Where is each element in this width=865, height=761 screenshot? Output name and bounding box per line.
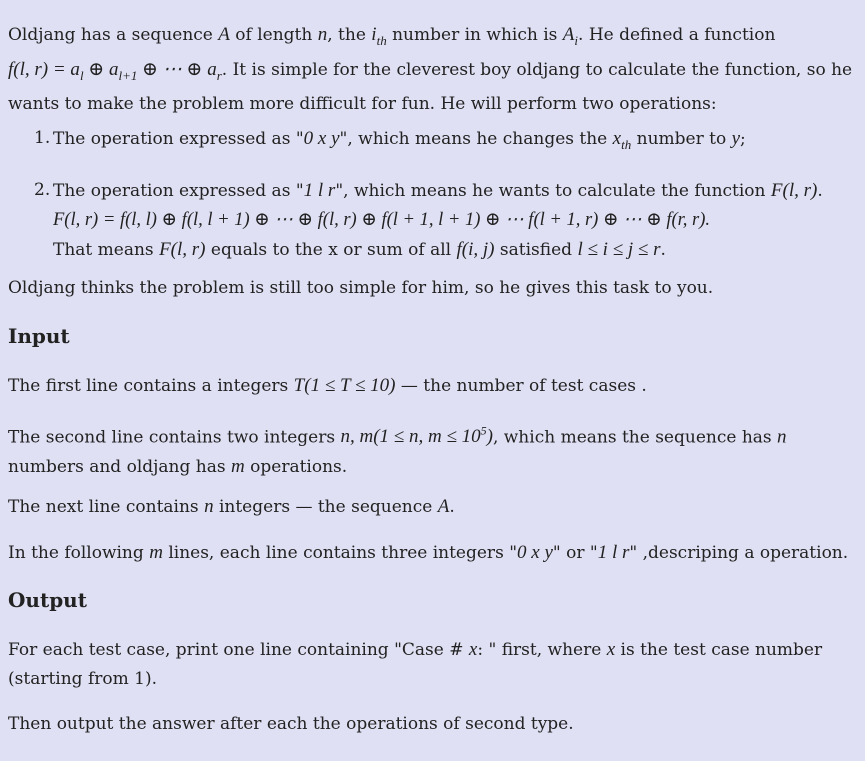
text: That means bbox=[53, 239, 154, 260]
output-heading: Output bbox=[8, 588, 87, 612]
text: The first line contains a integers bbox=[8, 376, 289, 396]
math-sub: l bbox=[79, 67, 84, 83]
text: For each test case, print one line containing "Case # bbox=[8, 640, 464, 660]
text: number in which is bbox=[392, 25, 558, 45]
intro-paragraph bbox=[8, 20, 863, 119]
math-formula: n, m(1 ≤ n, m ≤ 10 bbox=[340, 426, 481, 448]
math-x: x bbox=[606, 639, 616, 660]
output-para-1 bbox=[8, 635, 858, 694]
text: In the following bbox=[8, 543, 144, 563]
output-para-1-line-2: (starting from 1). bbox=[8, 669, 157, 689]
math-y: y bbox=[731, 128, 741, 149]
input-para-3 bbox=[8, 492, 455, 522]
math-Ai bbox=[562, 24, 579, 48]
math-A: A bbox=[218, 24, 230, 45]
math-formula: ⊕ a bbox=[88, 58, 119, 80]
input-para-1 bbox=[8, 371, 647, 401]
list-number: 2. bbox=[34, 179, 51, 200]
text: The second line contains two integers bbox=[8, 427, 336, 448]
text: " ,descriping a operation. bbox=[629, 543, 849, 563]
text: . bbox=[449, 497, 455, 517]
text: . bbox=[660, 239, 666, 260]
math-T: T(1 ≤ T ≤ 10) bbox=[293, 375, 396, 396]
math-formula: f(l, r) = a bbox=[8, 58, 80, 80]
text: integers — the sequence bbox=[218, 497, 433, 517]
text: Oldjang has a sequence bbox=[8, 25, 213, 45]
math-F: F(l, r) bbox=[770, 179, 818, 201]
math-sub-i: i bbox=[574, 32, 579, 48]
operation-item-2 bbox=[8, 176, 863, 265]
intro-line-1 bbox=[8, 20, 863, 55]
text: The operation expressed as " bbox=[53, 129, 304, 149]
output-para-2: Then output the answer after each the operations of second type. bbox=[8, 714, 574, 734]
math-formula: ⊕ ⋯ ⊕ a bbox=[142, 58, 217, 80]
math-op: 1 l r bbox=[597, 542, 630, 563]
math-F: F(l, r) bbox=[159, 238, 206, 260]
math-i: i bbox=[371, 24, 377, 45]
text: The next line contains bbox=[8, 497, 199, 517]
math-x: x bbox=[468, 639, 478, 660]
math-ith bbox=[371, 24, 387, 48]
math-sub-th: th bbox=[376, 32, 387, 48]
text: of length bbox=[235, 25, 313, 45]
math-op: 0 x y bbox=[517, 542, 553, 563]
math-f-def bbox=[8, 58, 222, 83]
input-para-2 bbox=[8, 417, 858, 482]
list-number: 1. bbox=[34, 128, 51, 148]
op2-formula: F(l, r) = f(l, l) ⊕ f(l, l + 1) ⊕ ⋯ ⊕ f(l, r) ⊕ f(l + 1, l + 1) ⊕ ⋯ f(l + 1, r) ⊕ ⋯ ⊕ f(r, r). bbox=[53, 209, 711, 230]
thinks-paragraph: Oldjang thinks the problem is still too simple for him, so he gives this task to you. bbox=[8, 278, 714, 298]
text: operations. bbox=[250, 457, 348, 478]
text: The operation expressed as " bbox=[53, 180, 304, 201]
text: ", which means he changes the bbox=[339, 129, 608, 149]
operation-item-1 bbox=[8, 124, 863, 159]
text: — the number of test cases . bbox=[400, 376, 647, 396]
intro-line-3: wants to make the problem more difficult for fun. He will perform two operations: bbox=[8, 93, 717, 114]
input-para-2-line-1 bbox=[8, 417, 858, 452]
text: is the test case number bbox=[620, 640, 823, 660]
math-m: m bbox=[149, 542, 163, 563]
input-heading: Input bbox=[8, 324, 70, 348]
text: " or " bbox=[552, 543, 598, 563]
text: , which means the sequence has bbox=[492, 427, 772, 448]
math-op: 1 l r bbox=[303, 179, 336, 201]
math-exponent: 5 bbox=[480, 424, 487, 438]
math-op: 0 x y bbox=[303, 128, 340, 149]
math-m: m bbox=[231, 456, 245, 478]
text: number to bbox=[636, 129, 727, 149]
math-xth bbox=[612, 128, 632, 152]
text: satisfied bbox=[499, 239, 573, 260]
math-nm bbox=[341, 426, 493, 447]
text: numbers and oldjang has bbox=[8, 457, 226, 478]
text: , the bbox=[327, 25, 366, 45]
text: lines, each line contains three integers " bbox=[168, 543, 518, 563]
math-A: A bbox=[562, 24, 575, 45]
text: : " first, where bbox=[477, 640, 602, 660]
text: ", which means he wants to calculate the function bbox=[335, 180, 766, 201]
input-para-4 bbox=[8, 538, 848, 568]
math-sub: l+1 bbox=[118, 67, 138, 83]
math-A: A bbox=[437, 496, 450, 517]
math-fij: f(i, j) bbox=[456, 238, 495, 260]
math-condition: l ≤ i ≤ j ≤ r bbox=[577, 238, 661, 260]
math-n: n bbox=[204, 496, 214, 517]
math-formula: ) bbox=[486, 426, 493, 448]
text: ; bbox=[740, 129, 746, 149]
op2-line-3 bbox=[53, 235, 863, 265]
math-sub: r bbox=[216, 67, 222, 83]
math-sub-th: th bbox=[621, 136, 632, 152]
text: equals to the x or sum of all bbox=[210, 239, 452, 260]
text: . He defined a function bbox=[578, 25, 776, 45]
intro-line-2 bbox=[8, 55, 863, 90]
text: . bbox=[817, 180, 823, 201]
math-n: n bbox=[777, 426, 787, 448]
text: . It is simple for the cleverest boy oldjang to calculate the function, so he bbox=[221, 59, 853, 80]
input-para-2-line-2 bbox=[8, 452, 858, 482]
op2-line-1 bbox=[53, 176, 863, 206]
output-para-1-line-1 bbox=[8, 635, 858, 665]
operations-list bbox=[8, 124, 863, 265]
math-n: n bbox=[317, 24, 328, 45]
math-x: x bbox=[612, 128, 622, 149]
